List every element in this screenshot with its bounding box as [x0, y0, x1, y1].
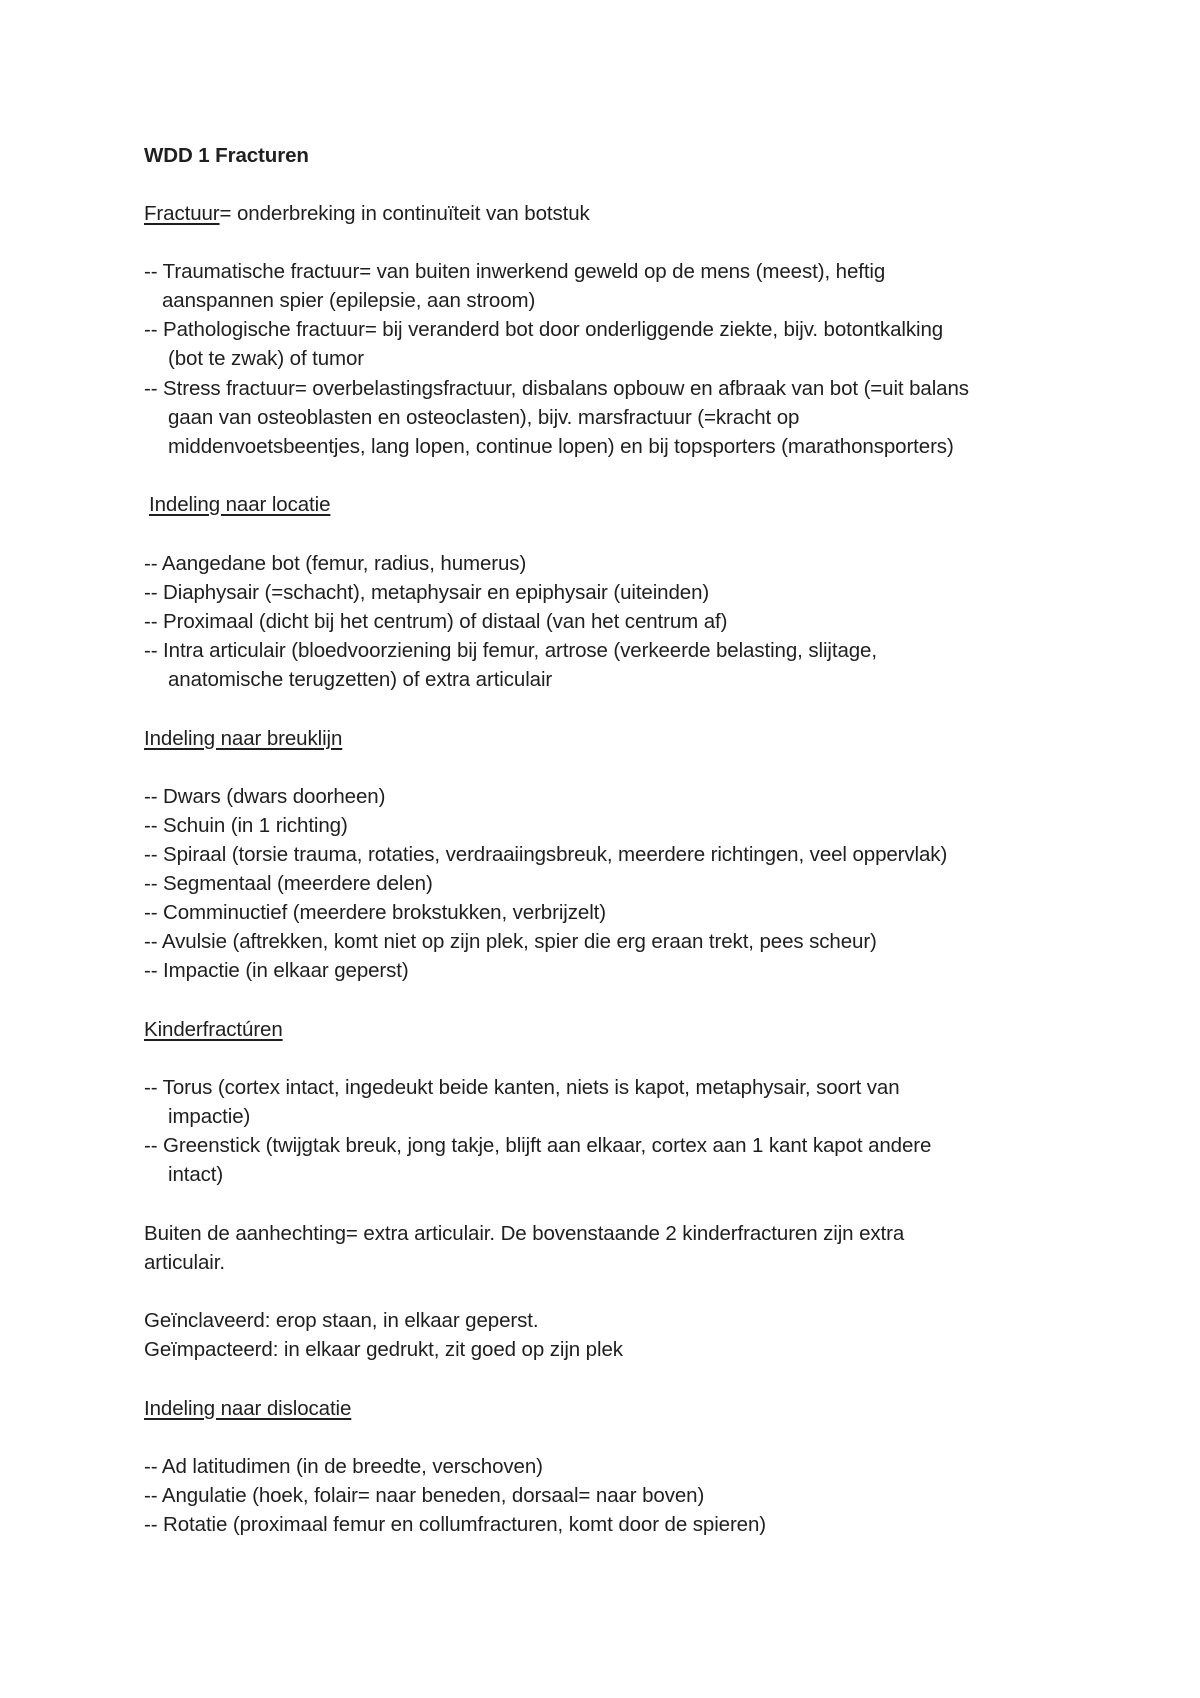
list-item: -- Dwars (dwars doorheen)	[144, 785, 386, 808]
list-item-continuation: (bot te zwak) of tumor	[168, 347, 365, 370]
document-title: WDD 1 Fracturen	[144, 144, 309, 167]
paragraph-line: Buiten de aanhechting= extra articulair. De bovenstaande 2 kinderfracturen zijn extra	[144, 1222, 905, 1245]
list-item: -- Stress fractuur= overbelastingsfractuur, disbalans opbouw en afbraak van bot (=uit balans	[144, 377, 969, 400]
section-heading-children: Kinderfractúren	[144, 1018, 283, 1041]
list-item-continuation: anatomische terugzetten) of extra articulair	[168, 668, 553, 691]
section-heading-location: Indeling naar locatie	[149, 493, 331, 516]
list-item: -- Comminuctief (meerdere brokstukken, verbrijzelt)	[144, 901, 606, 924]
list-item: -- Pathologische fractuur= bij veranderd bot door onderliggende ziekte, bijv. botontkalking	[144, 318, 944, 341]
list-item-continuation: gaan van osteoblasten en osteoclasten), bijv. marsfractuur (=kracht op	[168, 406, 800, 429]
definition-text: = onderbreking in continuïteit van botstuk	[219, 202, 590, 225]
list-item: -- Traumatische fractuur= van buiten inwerkend geweld op de mens (meest), heftig	[144, 260, 886, 283]
definition-term: Fractuur	[144, 202, 220, 225]
paragraph-line: articulair.	[144, 1251, 225, 1274]
list-item: -- Aangedane bot (femur, radius, humerus)	[144, 552, 527, 575]
list-item-continuation: aanspannen spier (epilepsie, aan stroom)	[162, 289, 536, 312]
paragraph-line: Geïnclaveerd: erop staan, in elkaar geperst.	[144, 1309, 539, 1332]
list-item: -- Intra articulair (bloedvoorziening bij femur, artrose (verkeerde belasting, slijtage,	[144, 639, 877, 662]
list-item-continuation: middenvoetsbeentjes, lang lopen, continue lopen) en bij topsporters (marathonsporters)	[168, 435, 954, 458]
list-item: -- Diaphysair (=schacht), metaphysair en epiphysair (uiteinden)	[144, 581, 710, 604]
list-item: -- Avulsie (aftrekken, komt niet op zijn plek, spier die erg eraan trekt, pees scheur)	[144, 930, 877, 953]
list-item: -- Ad latitudimen (in de breedte, verschoven)	[144, 1455, 543, 1478]
definition-line	[144, 201, 590, 227]
list-item: -- Torus (cortex intact, ingedeukt beide kanten, niets is kapot, metaphysair, soort van	[144, 1076, 900, 1099]
section-heading-fracture-line: Indeling naar breuklijn	[144, 727, 343, 750]
list-item-continuation: impactie)	[168, 1105, 251, 1128]
list-item: -- Proximaal (dicht bij het centrum) of distaal (van het centrum af)	[144, 610, 728, 633]
paragraph-line: Geïmpacteerd: in elkaar gedrukt, zit goed op zijn plek	[144, 1338, 623, 1361]
list-item: -- Greenstick (twijgtak breuk, jong takje, blijft aan elkaar, cortex aan 1 kant kapot andere	[144, 1134, 932, 1157]
list-item: -- Angulatie (hoek, folair= naar beneden, dorsaal= naar boven)	[144, 1484, 705, 1507]
list-item: -- Impactie (in elkaar geperst)	[144, 959, 409, 982]
list-item: -- Rotatie (proximaal femur en collumfracturen, komt door de spieren)	[144, 1513, 767, 1536]
list-item: -- Segmentaal (meerdere delen)	[144, 872, 433, 895]
list-item: -- Schuin (in 1 richting)	[144, 814, 348, 837]
list-item-continuation: intact)	[168, 1163, 224, 1186]
list-item: -- Spiraal (torsie trauma, rotaties, verdraaiingsbreuk, meerdere richtingen, veel oppervlak)	[144, 843, 948, 866]
section-heading-dislocation: Indeling naar dislocatie	[144, 1397, 352, 1420]
